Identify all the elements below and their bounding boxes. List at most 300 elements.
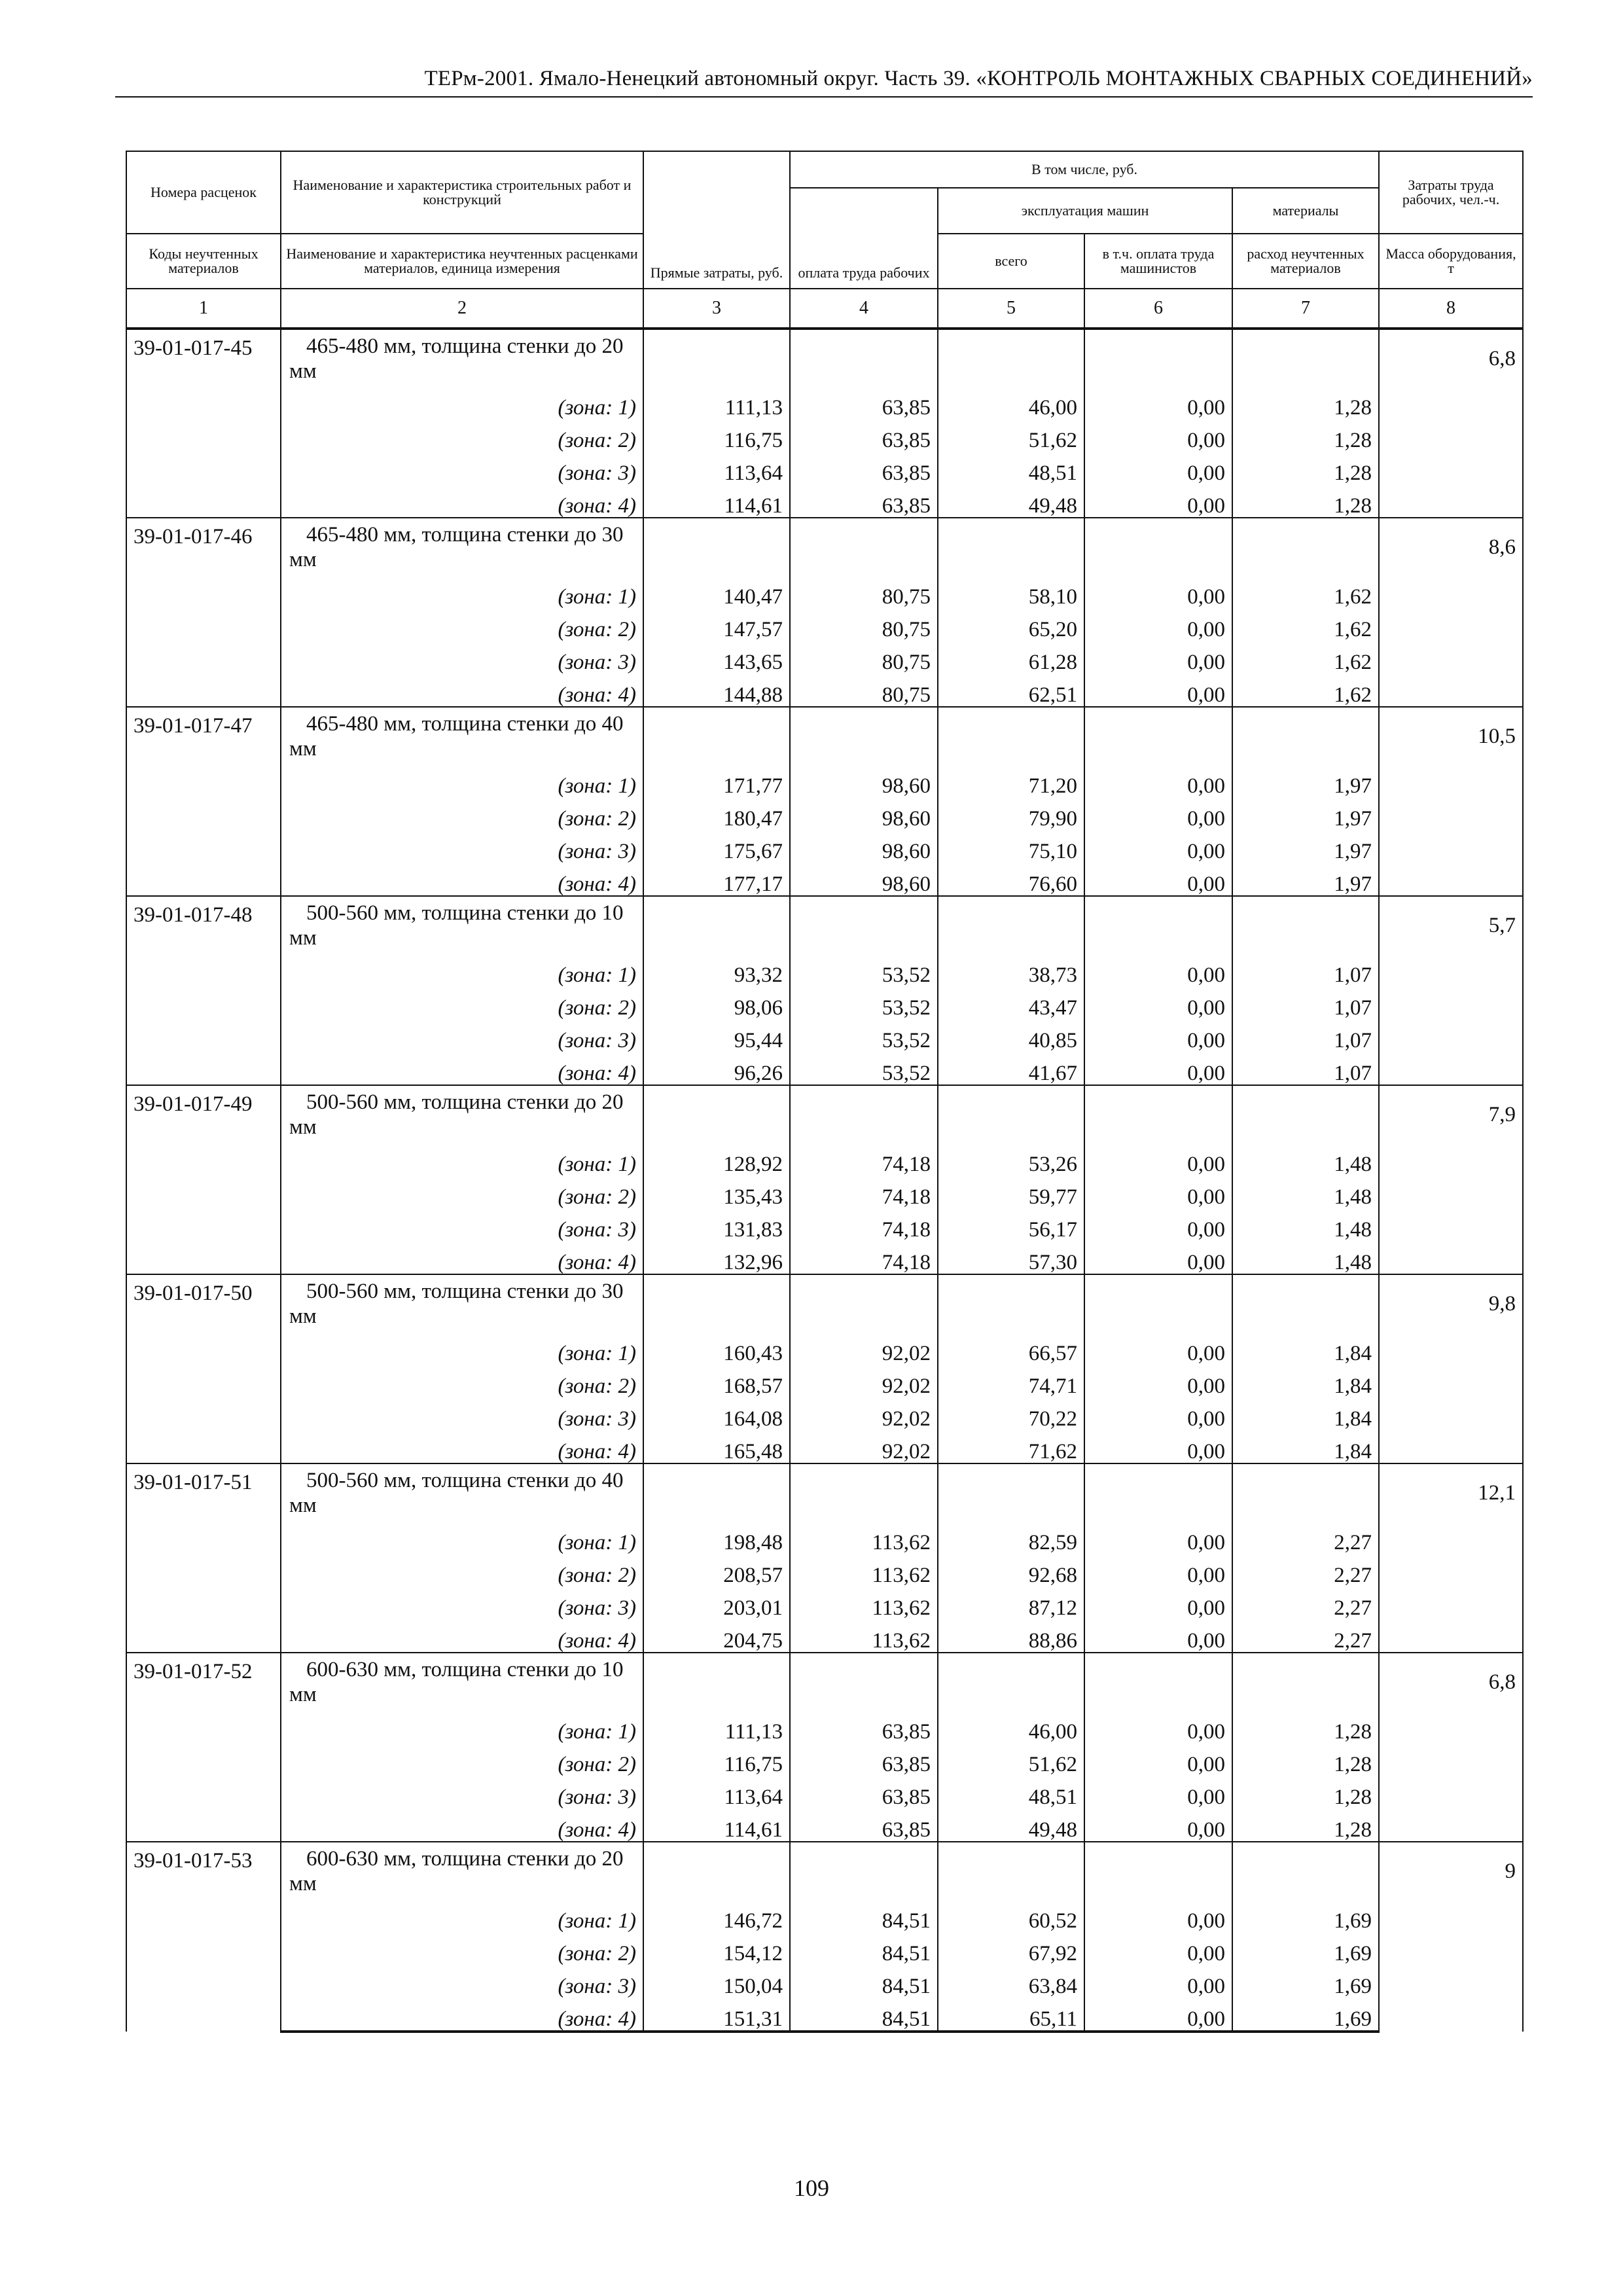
direct-costs: 95,44: [643, 1019, 790, 1052]
zone-label: (зона: 2): [281, 419, 643, 452]
worker-pay: 113,62: [790, 1521, 938, 1554]
machinist-pay: 0,00: [1084, 954, 1232, 986]
material-usage: 1,28: [1232, 1808, 1379, 1842]
column-number: 4: [790, 289, 938, 329]
machinist-pay: 0,00: [1084, 484, 1232, 518]
empty-cell: [643, 518, 790, 575]
worker-pay: 84,51: [790, 1932, 938, 1965]
worker-pay: 80,75: [790, 641, 938, 673]
labor-costs: 10,5: [1379, 707, 1523, 896]
column-number: 3: [643, 289, 790, 329]
machines-total: 48,51: [938, 452, 1084, 484]
material-usage: 2,27: [1232, 1587, 1379, 1619]
direct-costs: 140,47: [643, 575, 790, 608]
machines-total: 79,90: [938, 797, 1084, 830]
empty-cell: [643, 1842, 790, 1899]
zone-row: [126, 1019, 1523, 1052]
material-usage: 1,62: [1232, 608, 1379, 641]
zone-row: [126, 484, 1523, 518]
empty-cell: [1232, 1653, 1379, 1710]
header-machines-total: всего: [938, 234, 1084, 289]
empty-cell: [790, 896, 938, 954]
machines-total: 92,68: [938, 1554, 1084, 1587]
empty-cell: [938, 707, 1084, 764]
empty-cell: [643, 1653, 790, 1710]
rate-title-row: [126, 1653, 1523, 1710]
empty-cell: [790, 518, 938, 575]
machinist-pay: 0,00: [1084, 1587, 1232, 1619]
machinist-pay: 0,00: [1084, 1554, 1232, 1587]
zone-row: [126, 1365, 1523, 1397]
machines-total: 82,59: [938, 1521, 1084, 1554]
header-material-codes: Коды неучтенных материалов: [126, 234, 281, 289]
empty-cell: [938, 329, 1084, 386]
zone-row: [126, 1554, 1523, 1587]
zone-label: (зона: 4): [281, 673, 643, 707]
material-usage: 2,27: [1232, 1521, 1379, 1554]
empty-cell: [643, 896, 790, 954]
zone-label: (зона: 3): [281, 1019, 643, 1052]
direct-costs: 147,57: [643, 608, 790, 641]
material-usage: 1,62: [1232, 575, 1379, 608]
worker-pay: 113,62: [790, 1619, 938, 1653]
worker-pay: 63,85: [790, 1776, 938, 1808]
worker-pay: 63,85: [790, 1743, 938, 1776]
zone-row: [126, 1521, 1523, 1554]
worker-pay: 63,85: [790, 452, 938, 484]
empty-cell: [1084, 329, 1232, 386]
machines-total: 87,12: [938, 1587, 1084, 1619]
zone-row: [126, 419, 1523, 452]
rate-code: 39-01-017-53: [126, 1842, 281, 2032]
zone-row: [126, 1175, 1523, 1208]
empty-cell: [790, 1085, 938, 1143]
direct-costs: 131,83: [643, 1208, 790, 1241]
labor-costs: 6,8: [1379, 329, 1523, 518]
worker-pay: 53,52: [790, 986, 938, 1019]
empty-cell: [1232, 896, 1379, 954]
column-number: 1: [126, 289, 281, 329]
empty-cell: [938, 1274, 1084, 1332]
worker-pay: 63,85: [790, 484, 938, 518]
machinist-pay: 0,00: [1084, 986, 1232, 1019]
direct-costs: 154,12: [643, 1932, 790, 1965]
material-usage: 1,84: [1232, 1430, 1379, 1463]
empty-cell: [643, 329, 790, 386]
direct-costs: 114,61: [643, 1808, 790, 1842]
zone-label: (зона: 1): [281, 1332, 643, 1365]
header-equipment-mass: Масса оборудования, т: [1379, 234, 1523, 289]
direct-costs: 160,43: [643, 1332, 790, 1365]
machinist-pay: 0,00: [1084, 1521, 1232, 1554]
worker-pay: 80,75: [790, 575, 938, 608]
zone-row: [126, 1965, 1523, 1998]
machinist-pay: 0,00: [1084, 1241, 1232, 1274]
header-work-name: Наименование и характеристика строительных работ и конструкций: [281, 151, 643, 234]
zone-label: (зона: 3): [281, 452, 643, 484]
direct-costs: 144,88: [643, 673, 790, 707]
rate-title-row: [126, 1085, 1523, 1143]
worker-pay: 98,60: [790, 797, 938, 830]
rates-table-body: [126, 329, 1523, 2032]
zone-label: (зона: 4): [281, 863, 643, 896]
material-usage: 1,07: [1232, 986, 1379, 1019]
zone-label: (зона: 3): [281, 1587, 643, 1619]
machines-total: 57,30: [938, 1241, 1084, 1274]
zone-row: [126, 608, 1523, 641]
machines-total: 62,51: [938, 673, 1084, 707]
direct-costs: 132,96: [643, 1241, 790, 1274]
empty-cell: [790, 1842, 938, 1899]
rate-title-row: [126, 1842, 1523, 1899]
rate-title-row: [126, 1463, 1523, 1521]
zone-label: (зона: 2): [281, 1365, 643, 1397]
empty-cell: [1084, 1085, 1232, 1143]
machinist-pay: 0,00: [1084, 830, 1232, 863]
zone-row: [126, 797, 1523, 830]
zone-row: [126, 863, 1523, 896]
empty-cell: [1084, 1463, 1232, 1521]
empty-cell: [643, 707, 790, 764]
empty-cell: [938, 896, 1084, 954]
zone-label: (зона: 4): [281, 1052, 643, 1085]
direct-costs: 146,72: [643, 1899, 790, 1932]
machines-total: 53,26: [938, 1143, 1084, 1175]
machinist-pay: 0,00: [1084, 1208, 1232, 1241]
machines-total: 71,20: [938, 764, 1084, 797]
rate-title: 600-630 мм, толщина стенки до 20 мм: [281, 1842, 643, 1899]
zone-row: [126, 1932, 1523, 1965]
worker-pay: 63,85: [790, 1808, 938, 1842]
zone-label: (зона: 2): [281, 797, 643, 830]
zone-row: [126, 452, 1523, 484]
header-including: В том числе, руб.: [790, 151, 1379, 188]
machines-total: 48,51: [938, 1776, 1084, 1808]
direct-costs: 111,13: [643, 1710, 790, 1743]
direct-costs: 175,67: [643, 830, 790, 863]
material-usage: 1,07: [1232, 1052, 1379, 1085]
zone-label: (зона: 1): [281, 386, 643, 419]
rate-code: 39-01-017-48: [126, 896, 281, 1085]
machines-total: 71,62: [938, 1430, 1084, 1463]
direct-costs: 180,47: [643, 797, 790, 830]
machines-total: 49,48: [938, 1808, 1084, 1842]
direct-costs: 171,77: [643, 764, 790, 797]
rate-title: 465-480 мм, толщина стенки до 30 мм: [281, 518, 643, 575]
direct-costs: 165,48: [643, 1430, 790, 1463]
zone-row: [126, 1052, 1523, 1085]
zone-row: [126, 1332, 1523, 1365]
empty-cell: [1232, 1085, 1379, 1143]
worker-pay: 74,18: [790, 1175, 938, 1208]
machines-total: 67,92: [938, 1932, 1084, 1965]
machines-total: 63,84: [938, 1965, 1084, 1998]
direct-costs: 203,01: [643, 1587, 790, 1619]
worker-pay: 84,51: [790, 1998, 938, 2032]
direct-costs: 116,75: [643, 419, 790, 452]
material-usage: 1,28: [1232, 419, 1379, 452]
worker-pay: 113,62: [790, 1587, 938, 1619]
header-material-names: Наименование и характеристика неучтенных расценками материалов, единица измерения: [281, 234, 643, 289]
material-usage: 1,84: [1232, 1397, 1379, 1430]
rate-title: 500-560 мм, толщина стенки до 30 мм: [281, 1274, 643, 1332]
direct-costs: 151,31: [643, 1998, 790, 2032]
worker-pay: 63,85: [790, 1710, 938, 1743]
machinist-pay: 0,00: [1084, 1332, 1232, 1365]
machinist-pay: 0,00: [1084, 1397, 1232, 1430]
machines-total: 40,85: [938, 1019, 1084, 1052]
material-usage: 1,62: [1232, 641, 1379, 673]
zone-row: [126, 1241, 1523, 1274]
page-number: 109: [794, 2175, 829, 2201]
zone-label: (зона: 4): [281, 1619, 643, 1653]
rate-title-row: [126, 518, 1523, 575]
material-usage: 1,97: [1232, 863, 1379, 896]
direct-costs: 208,57: [643, 1554, 790, 1587]
labor-costs: 5,7: [1379, 896, 1523, 1085]
zone-label: (зона: 2): [281, 608, 643, 641]
machinist-pay: 0,00: [1084, 1019, 1232, 1052]
empty-cell: [1232, 1463, 1379, 1521]
machinist-pay: 0,00: [1084, 1808, 1232, 1842]
empty-cell: [938, 518, 1084, 575]
zone-label: (зона: 3): [281, 1965, 643, 1998]
zone-row: [126, 1899, 1523, 1932]
rate-title-row: [126, 707, 1523, 764]
machines-total: 46,00: [938, 1710, 1084, 1743]
zone-row: [126, 986, 1523, 1019]
header-direct-costs: Прямые затраты, руб.: [643, 151, 790, 289]
rate-title: 465-480 мм, толщина стенки до 20 мм: [281, 329, 643, 386]
rate-code: 39-01-017-49: [126, 1085, 281, 1274]
rate-title: 500-560 мм, толщина стенки до 10 мм: [281, 896, 643, 954]
zone-row: [126, 386, 1523, 419]
empty-cell: [790, 707, 938, 764]
rate-code: 39-01-017-46: [126, 518, 281, 707]
material-usage: 2,27: [1232, 1619, 1379, 1653]
labor-costs: 9: [1379, 1842, 1523, 2032]
zone-label: (зона: 2): [281, 986, 643, 1019]
zone-row: [126, 673, 1523, 707]
empty-cell: [938, 1463, 1084, 1521]
worker-pay: 98,60: [790, 863, 938, 896]
empty-cell: [938, 1653, 1084, 1710]
labor-costs: 6,8: [1379, 1653, 1523, 1842]
machines-total: 66,57: [938, 1332, 1084, 1365]
machinist-pay: 0,00: [1084, 1776, 1232, 1808]
machinist-pay: 0,00: [1084, 641, 1232, 673]
machinist-pay: 0,00: [1084, 575, 1232, 608]
machinist-pay: 0,00: [1084, 386, 1232, 419]
zone-label: (зона: 4): [281, 1241, 643, 1274]
zone-row: [126, 830, 1523, 863]
direct-costs: 116,75: [643, 1743, 790, 1776]
worker-pay: 63,85: [790, 386, 938, 419]
zone-label: (зона: 2): [281, 1175, 643, 1208]
header-rate-numbers: Номера расценок: [126, 151, 281, 234]
material-usage: 2,27: [1232, 1554, 1379, 1587]
worker-pay: 53,52: [790, 1052, 938, 1085]
machines-total: 74,71: [938, 1365, 1084, 1397]
machines-total: 76,60: [938, 863, 1084, 896]
material-usage: 1,62: [1232, 673, 1379, 707]
machines-total: 75,10: [938, 830, 1084, 863]
zone-row: [126, 764, 1523, 797]
rates-table: [126, 151, 1524, 2033]
material-usage: 1,48: [1232, 1208, 1379, 1241]
worker-pay: 80,75: [790, 673, 938, 707]
header-material-usage: расход неучтенных материалов: [1232, 234, 1379, 289]
material-usage: 1,97: [1232, 764, 1379, 797]
machinist-pay: 0,00: [1084, 1899, 1232, 1932]
empty-cell: [1084, 518, 1232, 575]
material-usage: 1,07: [1232, 954, 1379, 986]
material-usage: 1,48: [1232, 1175, 1379, 1208]
zone-label: (зона: 1): [281, 575, 643, 608]
zone-label: (зона: 1): [281, 1143, 643, 1175]
machines-total: 41,67: [938, 1052, 1084, 1085]
worker-pay: 98,60: [790, 764, 938, 797]
zone-label: (зона: 1): [281, 1710, 643, 1743]
material-usage: 1,69: [1232, 1998, 1379, 2032]
empty-cell: [938, 1085, 1084, 1143]
zone-row: [126, 1397, 1523, 1430]
machines-total: 51,62: [938, 1743, 1084, 1776]
machinist-pay: 0,00: [1084, 1932, 1232, 1965]
header-machinist-pay: в т.ч. оплата труда машинистов: [1084, 234, 1232, 289]
column-number: 5: [938, 289, 1084, 329]
machines-total: 58,10: [938, 575, 1084, 608]
machinist-pay: 0,00: [1084, 764, 1232, 797]
direct-costs: 96,26: [643, 1052, 790, 1085]
rate-title: 500-560 мм, толщина стенки до 20 мм: [281, 1085, 643, 1143]
empty-cell: [1084, 1842, 1232, 1899]
empty-cell: [938, 1842, 1084, 1899]
zone-row: [126, 1619, 1523, 1653]
zone-label: (зона: 1): [281, 954, 643, 986]
direct-costs: 135,43: [643, 1175, 790, 1208]
zone-label: (зона: 1): [281, 764, 643, 797]
direct-costs: 164,08: [643, 1397, 790, 1430]
header-machines: эксплуатация машин: [938, 188, 1232, 234]
column-number: 2: [281, 289, 643, 329]
zone-label: (зона: 3): [281, 1776, 643, 1808]
material-usage: 1,69: [1232, 1965, 1379, 1998]
zone-label: (зона: 2): [281, 1932, 643, 1965]
empty-cell: [1232, 518, 1379, 575]
worker-pay: 84,51: [790, 1965, 938, 1998]
rate-title-row: [126, 896, 1523, 954]
zone-label: (зона: 1): [281, 1899, 643, 1932]
empty-cell: [1084, 707, 1232, 764]
header-labor-costs: Затраты труда рабочих, чел.-ч.: [1379, 151, 1523, 234]
zone-row: [126, 1776, 1523, 1808]
material-usage: 1,84: [1232, 1365, 1379, 1397]
zone-label: (зона: 4): [281, 484, 643, 518]
material-usage: 1,28: [1232, 1776, 1379, 1808]
material-usage: 1,48: [1232, 1241, 1379, 1274]
page-header: ТЕРм-2001. Ямало-Ненецкий автономный округ. Часть 39. «КОНТРОЛЬ МОНТАЖНЫХ СВАРНЫХ СОЕДИНЕНИЙ»: [115, 67, 1533, 98]
machinist-pay: 0,00: [1084, 1998, 1232, 2032]
machines-total: 51,62: [938, 419, 1084, 452]
machines-total: 56,17: [938, 1208, 1084, 1241]
zone-row: [126, 954, 1523, 986]
labor-costs: 7,9: [1379, 1085, 1523, 1274]
rate-code: 39-01-017-45: [126, 329, 281, 518]
empty-cell: [643, 1463, 790, 1521]
worker-pay: 113,62: [790, 1554, 938, 1587]
worker-pay: 92,02: [790, 1365, 938, 1397]
rate-code: 39-01-017-52: [126, 1653, 281, 1842]
machines-total: 43,47: [938, 986, 1084, 1019]
direct-costs: 150,04: [643, 1965, 790, 1998]
machines-total: 60,52: [938, 1899, 1084, 1932]
machinist-pay: 0,00: [1084, 1619, 1232, 1653]
zone-row: [126, 1208, 1523, 1241]
material-usage: 1,28: [1232, 386, 1379, 419]
direct-costs: 143,65: [643, 641, 790, 673]
column-number: 6: [1084, 289, 1232, 329]
zone-row: [126, 641, 1523, 673]
direct-costs: 111,13: [643, 386, 790, 419]
machinist-pay: 0,00: [1084, 1965, 1232, 1998]
zone-label: (зона: 4): [281, 1430, 643, 1463]
empty-cell: [1084, 1653, 1232, 1710]
worker-pay: 92,02: [790, 1430, 938, 1463]
zone-label: (зона: 1): [281, 1521, 643, 1554]
empty-cell: [790, 1653, 938, 1710]
direct-costs: 128,92: [643, 1143, 790, 1175]
machinist-pay: 0,00: [1084, 863, 1232, 896]
worker-pay: 84,51: [790, 1899, 938, 1932]
zone-label: (зона: 4): [281, 1998, 643, 2032]
worker-pay: 63,85: [790, 419, 938, 452]
material-usage: 1,97: [1232, 830, 1379, 863]
empty-cell: [1084, 896, 1232, 954]
worker-pay: 92,02: [790, 1332, 938, 1365]
direct-costs: 93,32: [643, 954, 790, 986]
zone-label: (зона: 2): [281, 1743, 643, 1776]
zone-row: [126, 1743, 1523, 1776]
machinist-pay: 0,00: [1084, 1175, 1232, 1208]
empty-cell: [643, 1085, 790, 1143]
machinist-pay: 0,00: [1084, 797, 1232, 830]
empty-cell: [1232, 707, 1379, 764]
empty-cell: [1084, 1274, 1232, 1332]
worker-pay: 74,18: [790, 1208, 938, 1241]
machines-total: 70,22: [938, 1397, 1084, 1430]
zone-row: [126, 575, 1523, 608]
worker-pay: 74,18: [790, 1143, 938, 1175]
direct-costs: 198,48: [643, 1521, 790, 1554]
machines-total: 61,28: [938, 641, 1084, 673]
rate-title: 500-560 мм, толщина стенки до 40 мм: [281, 1463, 643, 1521]
material-usage: 1,28: [1232, 484, 1379, 518]
rate-code: 39-01-017-50: [126, 1274, 281, 1463]
rate-title: 600-630 мм, толщина стенки до 10 мм: [281, 1653, 643, 1710]
empty-cell: [1232, 329, 1379, 386]
direct-costs: 98,06: [643, 986, 790, 1019]
header-worker-pay: оплата труда рабочих: [790, 188, 938, 289]
zone-label: (зона: 4): [281, 1808, 643, 1842]
empty-cell: [790, 329, 938, 386]
worker-pay: 80,75: [790, 608, 938, 641]
direct-costs: 113,64: [643, 1776, 790, 1808]
rate-title: 465-480 мм, толщина стенки до 40 мм: [281, 707, 643, 764]
header-materials: материалы: [1232, 188, 1379, 234]
zone-label: (зона: 3): [281, 830, 643, 863]
material-usage: 1,69: [1232, 1932, 1379, 1965]
